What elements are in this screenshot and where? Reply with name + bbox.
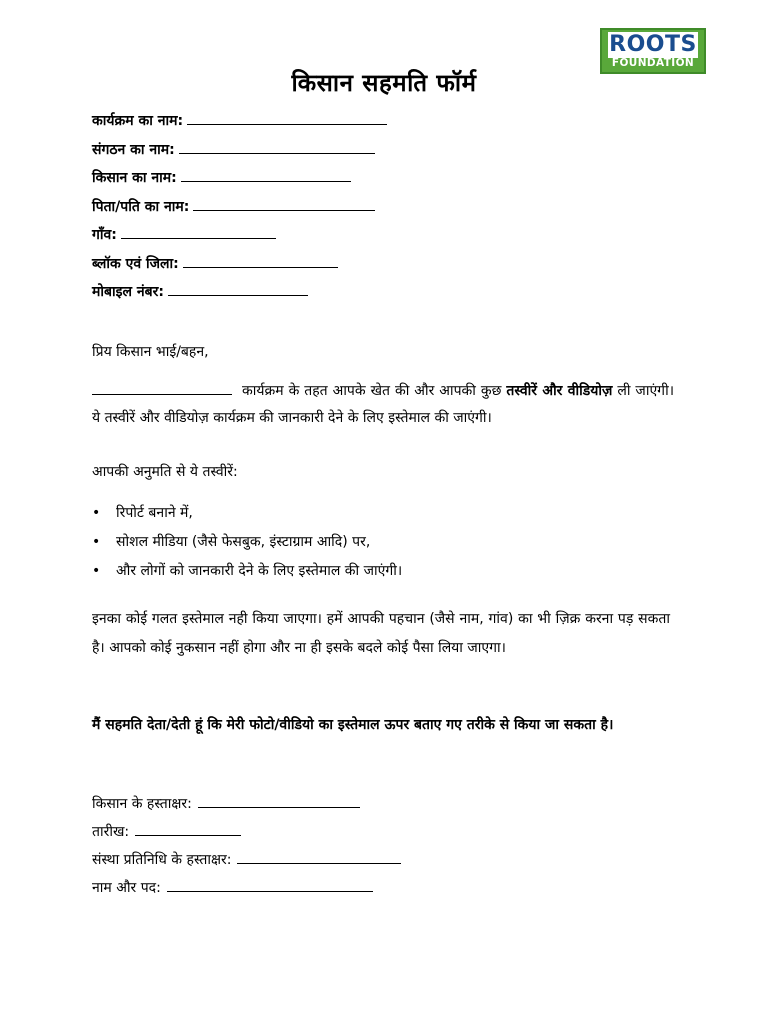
consent-statement: मैं सहमति देता/देती हूं कि मेरी फोटो/वीडियो का इस्तेमाल ऊपर बताए गए तरीके से किया जा सकता है। — [92, 717, 614, 733]
field-village — [92, 225, 692, 254]
list-item-text: सोशल मीडिया (जैसे फेसबुक, इंस्टाग्राम आदि) पर, — [116, 534, 371, 550]
farmer-signature-row — [92, 790, 401, 818]
field-organization-name — [92, 140, 692, 169]
village-blank[interactable] — [121, 226, 276, 239]
logo-roots-text: ROOTS — [609, 32, 697, 57]
bullet-icon: • — [92, 563, 101, 579]
father-husband-name-blank[interactable] — [193, 198, 375, 211]
signature-label: संस्था प्रतिनिधि के हस्ताक्षर: — [92, 852, 232, 868]
name-designation-label: नाम और पद: — [92, 880, 161, 896]
list-item — [92, 528, 402, 557]
intro-text-a: कार्यक्रम के तहत आपके खेत की और आपकी कुछ — [242, 383, 502, 399]
list-item — [92, 499, 402, 528]
field-label: गाँव: — [92, 227, 117, 243]
representative-signature-row — [92, 846, 401, 874]
date-blank[interactable] — [135, 823, 241, 836]
program-blank-inline[interactable] — [92, 380, 232, 395]
bullet-icon: • — [92, 534, 101, 550]
form-fields — [92, 111, 692, 311]
field-label: ब्लॉक एवं जिला: — [92, 255, 179, 272]
intro-bold-text: तस्वीरें और वीडियोज़ — [506, 383, 613, 399]
name-designation-blank[interactable] — [167, 879, 373, 892]
list-item-text: रिपोर्ट बनाने में, — [116, 505, 193, 521]
field-program-name — [92, 111, 692, 140]
field-label: कार्यक्रम का नाम: — [92, 113, 184, 129]
intro-paragraph — [92, 378, 674, 432]
field-label: संगठन का नाम: — [92, 141, 175, 158]
field-farmer-name — [92, 168, 692, 197]
farmer-name-blank[interactable] — [181, 169, 351, 182]
bullet-icon: • — [92, 505, 101, 521]
farmer-signature-blank[interactable] — [198, 795, 360, 808]
organization-name-blank[interactable] — [179, 141, 375, 154]
name-designation-row — [92, 874, 401, 902]
date-row — [92, 818, 401, 846]
signature-section — [92, 790, 401, 902]
usage-list — [92, 499, 402, 586]
assurance-paragraph: इनका कोई गलत इस्तेमाल नही किया जाएगा। हमें आपकी पहचान (जैसे नाम, गांव) का भी ज़िक्र करना पड़ सकता है। आपको कोई नुकसान नहीं होगा और ना ही इसके बदले कोई पैसा लिया जाएगा। — [92, 611, 670, 656]
field-label: किसान का नाम: — [92, 170, 177, 186]
date-label: तारीख: — [92, 824, 130, 840]
program-name-blank[interactable] — [187, 112, 387, 125]
field-label: पिता/पति का नाम: — [92, 198, 190, 215]
representative-signature-blank[interactable] — [237, 851, 401, 864]
intro-text-b: ली जाएंगी। ये तस्वीरें और वीडियोज़ कार्यक्रम की जानकारी देने के लिए इस्तेमाल की जाएंगी। — [92, 383, 674, 426]
form-title: किसान सहमति फॉर्म — [291, 69, 477, 97]
logo-foundation-text: FOUNDATION — [611, 57, 695, 69]
field-mobile-number — [92, 282, 692, 311]
field-father-husband-name — [92, 197, 692, 226]
permission-line: आपकी अनुमति से ये तस्वीरें: — [92, 464, 238, 480]
signature-label: किसान के हस्ताक्षर: — [92, 796, 192, 812]
greeting: प्रिय किसान भाई/बहन, — [92, 344, 209, 360]
mobile-number-blank[interactable] — [168, 283, 308, 296]
list-item-text: और लोगों को जानकारी देने के लिए इस्तेमाल की जाएंगी। — [116, 563, 403, 579]
field-block-district — [92, 254, 692, 283]
list-item — [92, 557, 402, 586]
field-label: मोबाइल नंबर: — [92, 284, 164, 300]
block-district-blank[interactable] — [183, 255, 338, 268]
